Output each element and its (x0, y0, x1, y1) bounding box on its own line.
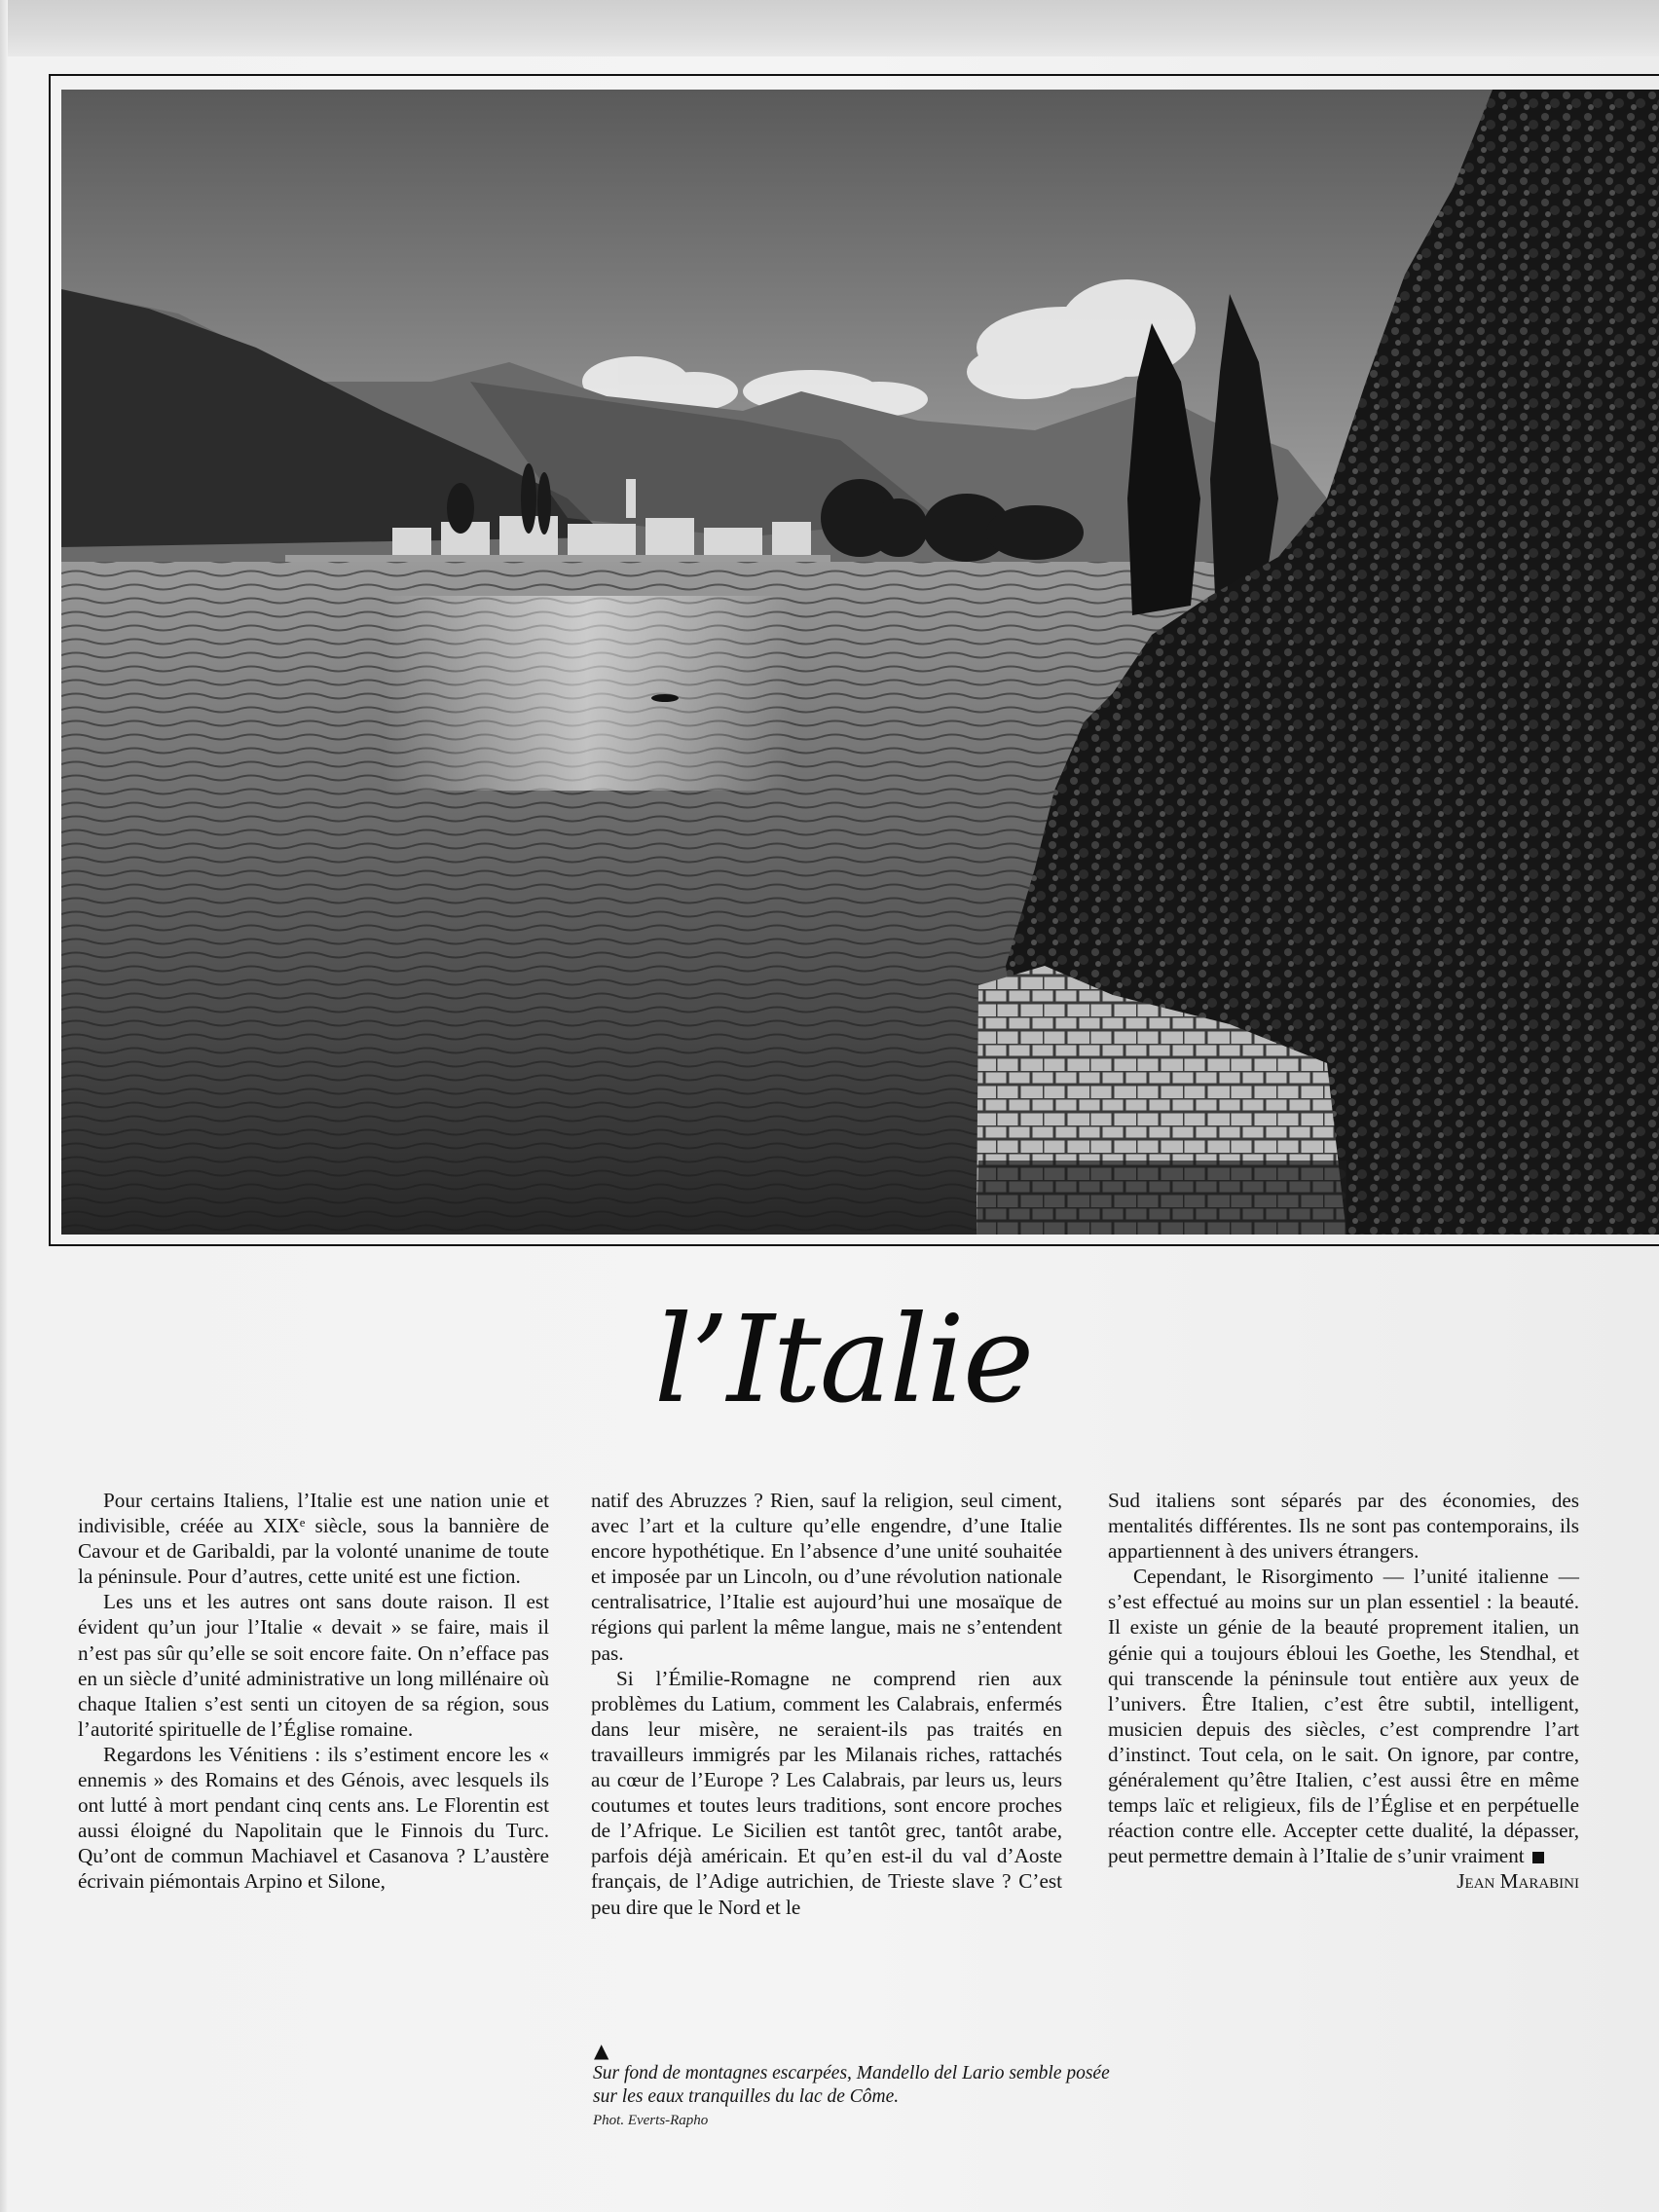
paragraph: Regardons les Vénitiens : ils s’estiment encore les « ennemis » des Romains et des Génois, avec lesquels ils ont lutté à mort pendant cinq cents ans. Le Florentin est aussi éloigné du Napolitain que le Finnois du Turc. Qu’ont de commun Machiavel et Casanova ? L’austère écrivain piémontais Arpino et Silone, (78, 1742, 549, 1894)
article-title: l’Italie (653, 1290, 1033, 1430)
paragraph: natif des Abruzzes ? Rien, sauf la religion, seul ciment, avec l’art et la culture qu’elle engendre, d’une Italie encore hypothétique. En l’absence d’une unité souhaitée et imposée par un Lincoln, ou d’une révolution nationale centralisatrice, l’Italie est aujourd’hui une mosaïque de régions qui parlent la même langue, mais ne s’entendent pas. (591, 1489, 1062, 1665)
caption-triangle-icon: ▲ (594, 2039, 609, 2062)
paragraph-closing (1108, 1564, 1579, 1894)
page-top-shadow (0, 0, 1659, 56)
photo-caption: Sur fond de montagnes escarpées, Mandello del Lario semble posée sur les eaux tranquilles du lac de Côme. (593, 2063, 1110, 2107)
paragraph: Si l’Émilie-Romagne ne comprend rien aux problèmes du Latium, comment les Calabrais, enfermés dans leur misère, ne seraient-ils pas traités en travailleurs immigrés par les Milanais riches, rattachés au cœur de l’Europe ? Les Calabrais, par leurs us, leurs coutumes et toutes leurs traditions, sont encore proches de l’Afrique. Le Sicilien est tantôt grec, tantôt arabe, parfois déjà américain. Et qu’en est-il du val d’Aoste français, de l’Adige autrichien, de Trieste slave ? C’est peu dire que le Nord et le (591, 1666, 1062, 1919)
page-fold (0, 0, 8, 2212)
lake-photo-illustration (61, 90, 1659, 1235)
end-mark-icon (1532, 1852, 1544, 1863)
paragraph-text: Cependant, le Risorgimento — l’unité italienne — s’est effectué au moins sur un plan essentiel : la beauté. Il existe un génie de la beauté proprement italien, un génie qui a toujours ébloui les Goethe, les Stendhal, et qui transcende la péninsule tout entière aux yeux de l’univers. Être Italien, c’est être subtil, intelligent, musicien depuis des siècles, c’est comprendre l’art d’instinct. Tout cela, on le sait. On ignore, par contre, généralement qu’être Italien, c’est aussi être en même temps laïc et religieux, fils de l’Église et en perpétuelle réaction contre elle. Accepter cette dualité, la dépasser, peut permettre demain à l’Italie de s’unir vraiment (1108, 1565, 1579, 1868)
author-signature: Jean Marabini (1456, 1869, 1579, 1894)
lake-photo (61, 90, 1659, 1235)
text-column-3 (1108, 1488, 1579, 1895)
text-column-1 (78, 1488, 549, 1895)
text-column-2 (591, 1488, 1062, 1920)
paragraph: Sud italiens sont séparés par des économies, des mentalités différentes. Ils ne sont pas contemporains, ils appartiennent à des univers étrangers. (1108, 1489, 1579, 1564)
paragraph: Les uns et les autres ont sans doute raison. Il est évident qu’un jour l’Italie « devait » se faire, mais il n’est pas sûr qu’elle se soit encore faite. On n’efface pas en un siècle d’unité administrative un long millénaire où chaque Italien s’est senti un citoyen de sa région, sous l’autorité spirituelle de l’Église romaine. (78, 1590, 549, 1741)
photo-credit: Phot. Everts-Rapho (593, 2113, 709, 2128)
paragraph: Pour certains Italiens, l’Italie est une nation unie et indivisible, créée au XIXᵉ siècle, sous la bannière de Cavour et de Garibaldi, par la volonté unanime de toute la péninsule. Pour d’autres, cette unité est une fiction. (78, 1489, 549, 1589)
